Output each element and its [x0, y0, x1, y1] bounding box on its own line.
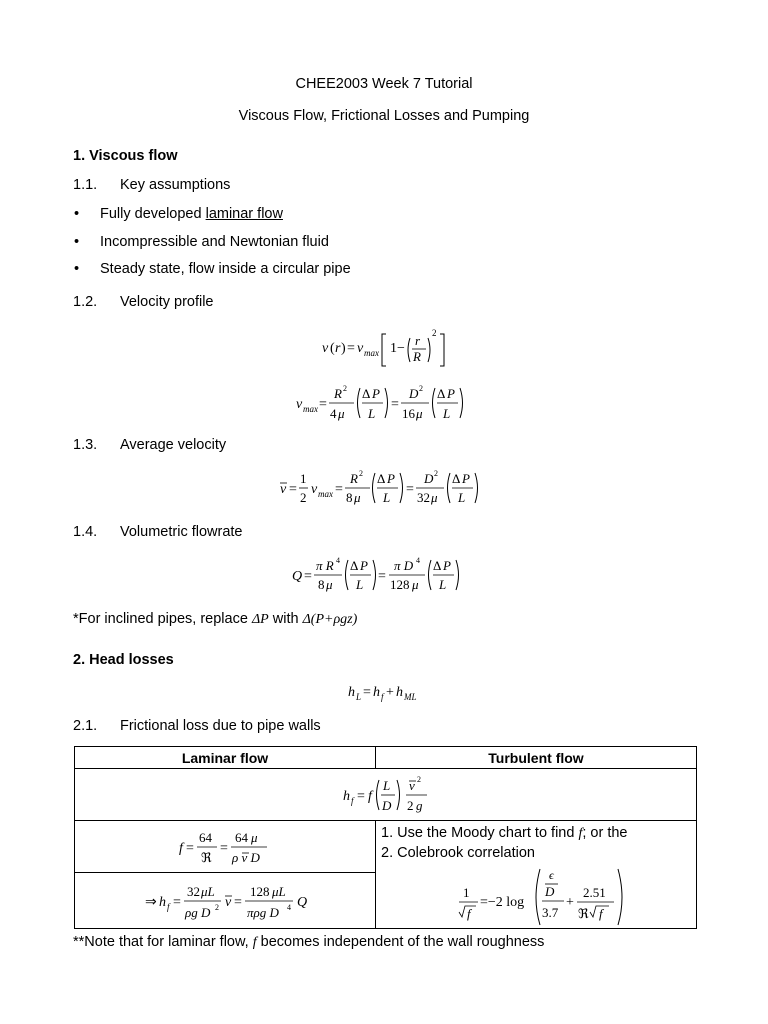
svg-text:64: 64	[235, 829, 248, 845]
laminar-note-suffix: becomes independent of the wall roughness	[256, 934, 545, 950]
svg-text:(: (	[330, 341, 335, 356]
svg-text:P: P	[447, 386, 455, 401]
svg-text:2: 2	[359, 469, 363, 478]
laminar-friction-factor-equation	[75, 822, 375, 872]
svg-text:⇒: ⇒	[145, 894, 157, 910]
svg-text:=: =	[391, 397, 399, 412]
svg-text:h: h	[343, 788, 350, 804]
svg-text:=: =	[173, 894, 181, 910]
note-mid: with	[268, 611, 303, 627]
svg-text:4: 4	[287, 902, 291, 912]
svg-text:=: =	[347, 341, 355, 356]
svg-text:ϵ: ϵ	[549, 868, 554, 882]
section-1-4-number: 1.4.	[73, 524, 98, 540]
svg-text:1: 1	[463, 885, 470, 900]
svg-text:2: 2	[434, 469, 438, 478]
svg-text:4: 4	[336, 556, 340, 565]
svg-text:P: P	[360, 558, 368, 573]
section-1-1-number: 1.1.	[73, 177, 98, 193]
svg-text:f: f	[599, 906, 603, 921]
svg-text:D: D	[409, 386, 419, 401]
volumetric-flowrate-equation	[290, 553, 485, 595]
svg-text:π R: π R	[316, 558, 334, 573]
bullet-icon: •	[74, 234, 80, 250]
svg-text:2: 2	[215, 902, 219, 912]
svg-text:π D: π D	[394, 558, 414, 573]
svg-text:+: +	[566, 895, 574, 910]
svg-text:64: 64	[199, 829, 212, 845]
bullet-icon: •	[74, 261, 80, 277]
svg-text:2: 2	[432, 328, 437, 338]
table-header-laminar: Laminar flow	[75, 747, 376, 769]
svg-text:max: max	[364, 348, 379, 358]
svg-text:Δ: Δ	[433, 558, 442, 573]
svg-text:1−: 1−	[390, 341, 405, 356]
svg-text:=: =	[220, 840, 228, 856]
svg-text:f: f	[351, 795, 354, 806]
svg-text:P: P	[443, 558, 451, 573]
svg-text:L: L	[383, 777, 391, 793]
turbulent-item-1	[381, 825, 628, 842]
max-velocity-equation	[294, 382, 479, 424]
bullet-1-prefix: Fully developed	[100, 206, 206, 222]
svg-text:L: L	[439, 577, 447, 592]
svg-text:μ: μ	[338, 406, 345, 421]
laminar-head-loss-equation	[75, 874, 375, 928]
svg-text:f: f	[179, 840, 183, 856]
svg-text:max: max	[303, 404, 318, 414]
section-2-1-number: 2.1.	[73, 718, 98, 734]
turbulent-item-1-suffix: ; or the	[582, 825, 628, 841]
svg-text:g: g	[416, 797, 423, 813]
svg-text:f: f	[467, 906, 471, 921]
svg-text:=−2 log: =−2 log	[480, 895, 525, 910]
svg-text:16: 16	[402, 406, 415, 421]
svg-text:v: v	[296, 397, 303, 412]
svg-text:2: 2	[419, 384, 423, 393]
note-term-dp: ΔP	[251, 612, 269, 627]
head-loss-equation	[346, 680, 426, 704]
page-title: CHEE2003 Week 7 Tutorial	[295, 76, 473, 92]
svg-text:R: R	[334, 386, 342, 401]
svg-text:Δ: Δ	[362, 386, 371, 401]
svg-text:2: 2	[343, 384, 347, 393]
svg-text:μ: μ	[251, 829, 258, 845]
table-header-turbulent: Turbulent flow	[376, 747, 697, 769]
svg-text:=: =	[363, 685, 371, 700]
note-term-dpgz: Δ(P+ρgz)	[302, 612, 358, 627]
svg-text:Δ: Δ	[452, 471, 461, 486]
svg-text:μ: μ	[431, 490, 438, 505]
svg-text:): )	[341, 341, 346, 356]
svg-text:f: f	[368, 788, 372, 804]
turbulent-item-1-var: f	[578, 826, 583, 841]
svg-text:v: v	[311, 482, 318, 497]
svg-text:3.7: 3.7	[542, 905, 559, 920]
svg-text:μ: μ	[326, 577, 333, 592]
svg-text:P: P	[387, 471, 395, 486]
svg-text:ρg D: ρg D	[185, 904, 211, 920]
section-1-heading: 1. Viscous flow	[73, 148, 178, 164]
laminar-flow-link: laminar flow	[205, 206, 283, 222]
svg-text:Δ: Δ	[377, 471, 386, 486]
laminar-friction-factor-cell	[75, 821, 376, 873]
svg-text:r: r	[335, 341, 341, 356]
section-1-3-number: 1.3.	[73, 437, 98, 453]
svg-text:R: R	[350, 471, 358, 486]
svg-text:Q: Q	[292, 569, 303, 584]
svg-text:D: D	[382, 797, 392, 813]
svg-text:4: 4	[416, 556, 420, 565]
svg-text:D: D	[545, 884, 555, 899]
svg-text:r: r	[415, 333, 421, 348]
svg-text:128: 128	[250, 883, 270, 899]
velocity-profile-equation	[320, 322, 450, 370]
turbulent-item-1-prefix: 1. Use the Moody chart to find	[381, 825, 579, 841]
list-item	[100, 206, 283, 222]
svg-text:1: 1	[300, 471, 307, 486]
svg-text:h: h	[348, 685, 355, 700]
laminar-note	[73, 934, 544, 951]
section-2-1-title: Frictional loss due to pipe walls	[120, 718, 321, 734]
svg-text:Q: Q	[297, 894, 308, 910]
svg-text:2.51: 2.51	[583, 885, 606, 900]
laminar-note-prefix: **Note that for laminar flow,	[73, 934, 253, 950]
svg-text:max: max	[318, 489, 333, 499]
laminar-note-var: f	[252, 935, 257, 950]
svg-text:2: 2	[417, 774, 421, 784]
svg-text:v: v	[322, 341, 329, 356]
svg-text:=: =	[304, 569, 312, 584]
svg-text:P: P	[462, 471, 470, 486]
svg-text:μ: μ	[412, 577, 419, 592]
inclined-pipe-note	[73, 611, 357, 628]
svg-text:2: 2	[407, 797, 414, 813]
list-item: Incompressible and Newtonian fluid	[100, 234, 329, 250]
svg-text:h: h	[373, 685, 380, 700]
svg-text:ℜ: ℜ	[201, 849, 212, 865]
page-subtitle: Viscous Flow, Frictional Losses and Pumping	[238, 108, 530, 124]
svg-text:2: 2	[300, 490, 307, 505]
svg-text:32: 32	[187, 883, 200, 899]
svg-text:πρg D: πρg D	[247, 904, 279, 920]
svg-text:f: f	[381, 692, 384, 702]
svg-text:v: v	[357, 341, 364, 356]
section-1-1-title: Key assumptions	[120, 177, 231, 193]
turbulent-item-2: 2. Colebrook correlation	[381, 845, 535, 861]
svg-text:R: R	[413, 349, 421, 364]
svg-text:=: =	[234, 894, 242, 910]
svg-text:ρ v D: ρ v D	[232, 849, 260, 865]
svg-text:ML: ML	[404, 692, 417, 702]
svg-text:=: =	[319, 397, 327, 412]
average-velocity-equation	[278, 466, 493, 508]
turbulent-cell	[376, 821, 697, 929]
svg-text:μ: μ	[354, 490, 361, 505]
section-2-heading: 2. Head losses	[73, 652, 174, 668]
svg-text:P: P	[372, 386, 380, 401]
svg-text:μL: μL	[272, 883, 286, 899]
svg-text:L: L	[443, 406, 451, 421]
darcy-weisbach-equation	[75, 770, 696, 820]
svg-text:=: =	[335, 482, 343, 497]
svg-text:=: =	[357, 788, 365, 804]
note-prefix: *For inclined pipes, replace	[73, 611, 252, 627]
section-1-2-number: 1.2.	[73, 294, 98, 310]
svg-text:μ: μ	[416, 406, 423, 421]
bullet-icon: •	[74, 206, 80, 222]
svg-text:ℜ: ℜ	[578, 906, 589, 921]
svg-text:128: 128	[390, 577, 410, 592]
svg-text:=: =	[289, 482, 297, 497]
svg-text:f: f	[167, 901, 170, 912]
svg-text:h: h	[396, 685, 403, 700]
svg-text:=: =	[186, 840, 194, 856]
darcy-weisbach-cell	[75, 769, 697, 821]
svg-text:+: +	[386, 685, 394, 700]
svg-text:L: L	[383, 490, 391, 505]
svg-text:=: =	[378, 569, 386, 584]
svg-text:Δ: Δ	[350, 558, 359, 573]
svg-text:8: 8	[318, 577, 325, 592]
svg-text:L: L	[356, 692, 362, 702]
svg-text:Δ: Δ	[437, 386, 446, 401]
list-item: Steady state, flow inside a circular pipe	[100, 261, 351, 277]
svg-text:=: =	[406, 482, 414, 497]
svg-text:L: L	[458, 490, 466, 505]
section-1-3-title: Average velocity	[120, 437, 227, 453]
svg-text:L: L	[368, 406, 376, 421]
friction-loss-table	[74, 746, 697, 929]
section-1-2-title: Velocity profile	[120, 294, 214, 310]
svg-text:μL: μL	[201, 883, 215, 899]
svg-text:v: v	[409, 777, 415, 793]
laminar-head-loss-cell	[75, 873, 376, 929]
svg-text:v: v	[280, 482, 287, 497]
svg-text:8: 8	[346, 490, 353, 505]
svg-text:v: v	[225, 894, 232, 910]
svg-text:4: 4	[330, 406, 337, 421]
svg-text:D: D	[424, 471, 434, 486]
colebrook-equation	[456, 865, 626, 927]
svg-text:32: 32	[417, 490, 430, 505]
svg-text:h: h	[159, 894, 166, 910]
svg-text:L: L	[356, 577, 364, 592]
section-1-4-title: Volumetric flowrate	[120, 524, 243, 540]
